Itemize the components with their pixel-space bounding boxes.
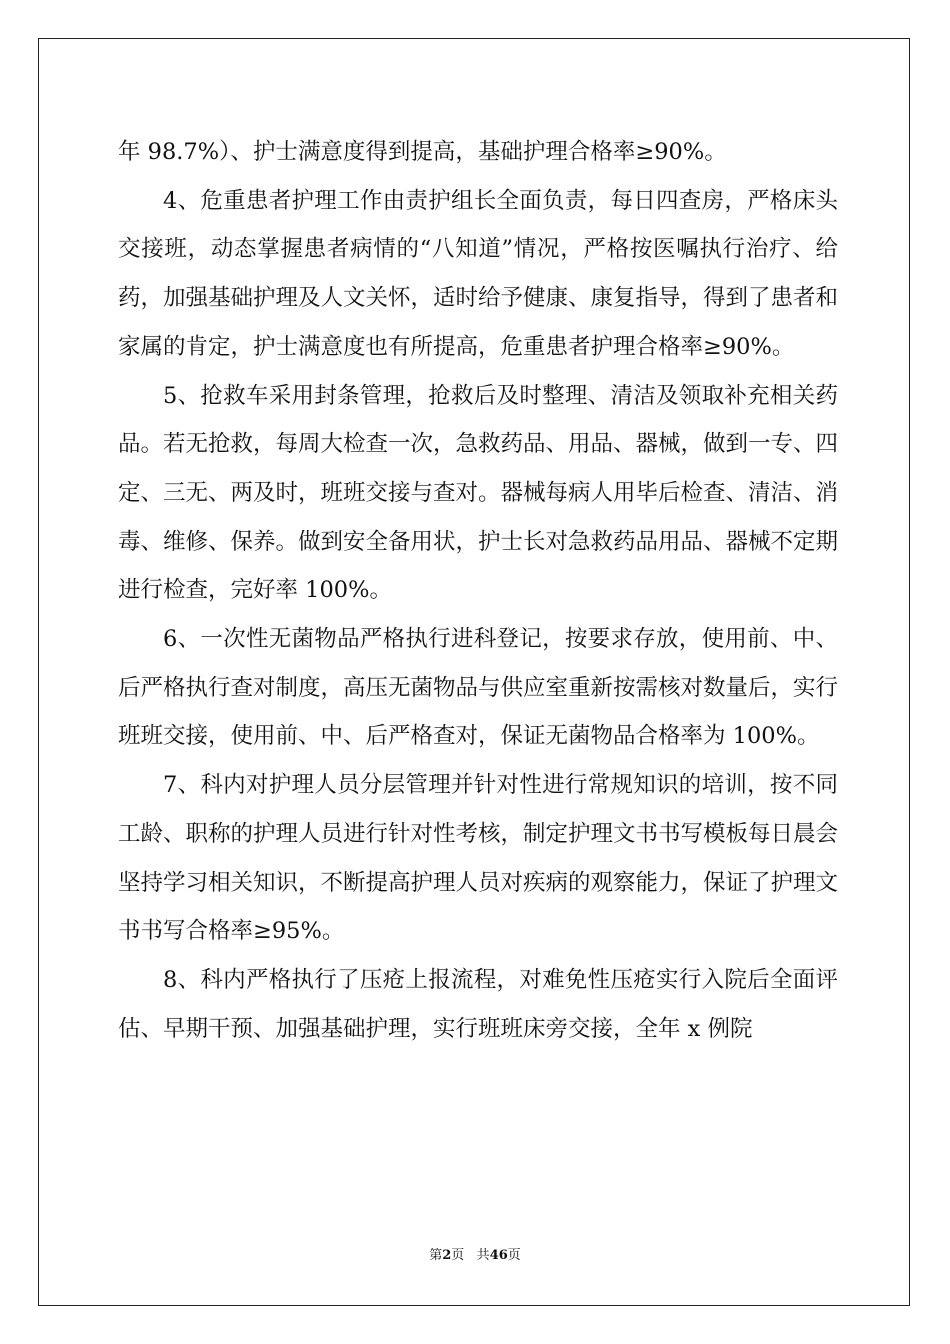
total-prefix: 共 — [476, 1248, 490, 1263]
total-suffix: 页 — [507, 1248, 521, 1263]
paragraph-6: 8、科内严格执行了压疮上报流程，对难免性压疮实行入院后全面评估、早期干预、加强基础护理，实行班班床旁交接，全年 x 例院 — [118, 966, 838, 1042]
page-number: 2 — [442, 1248, 452, 1263]
document-body — [118, 128, 838, 1053]
page-prefix: 第 — [429, 1248, 443, 1263]
paragraph-1: 年 98.7%）、护士满意度得到提高，基础护理合格率≥90%。 — [118, 139, 727, 165]
page-suffix: 页 — [451, 1248, 465, 1263]
page-footer — [0, 1244, 950, 1263]
paragraph-3: 5、抢救车采用封条管理，抢救后及时整理、清洁及领取补充相关药品。若无抢救，每周大检查一次，急救药品、用品、器械，做到一专、四定、三无、两及时，班班交接与查对。器械每病人用毕后检查、清洁、消毒、维修、保养。做到安全备用状，护士长对急救药品用品、器械不定期进行检查，完好率 100%。 — [118, 382, 839, 604]
paragraph-2: 4、危重患者护理工作由责护组长全面负责，每日四查房，严格床头交接班，动态掌握患者病情的“八知道”情况，严格按医嘱执行治疗、给药，加强基础护理及人文关怀，适时给予健康、康复指导，得到了患者和家属的肯定，护士满意度也有所提高，危重患者护理合格率≥90%。 — [118, 187, 839, 360]
paragraph-4: 6、一次性无菌物品严格执行进科登记，按要求存放，使用前、中、后严格执行查对制度，高压无菌物品与供应室重新按需核对数量后，实行班班交接，使用前、中、后严格查对，保证无菌物品合格率为 100%。 — [118, 626, 839, 750]
total-pages: 46 — [489, 1248, 508, 1263]
paragraph-5: 7、科内对护理人员分层管理并针对性进行常规知识的培训，按不同工龄、职称的护理人员进行针对性考核，制定护理文书书写模板每日晨会坚持学习相关知识，不断提高护理人员对疾病的观察能力，保证了护理文书书写合格率≥95%。 — [118, 772, 839, 945]
